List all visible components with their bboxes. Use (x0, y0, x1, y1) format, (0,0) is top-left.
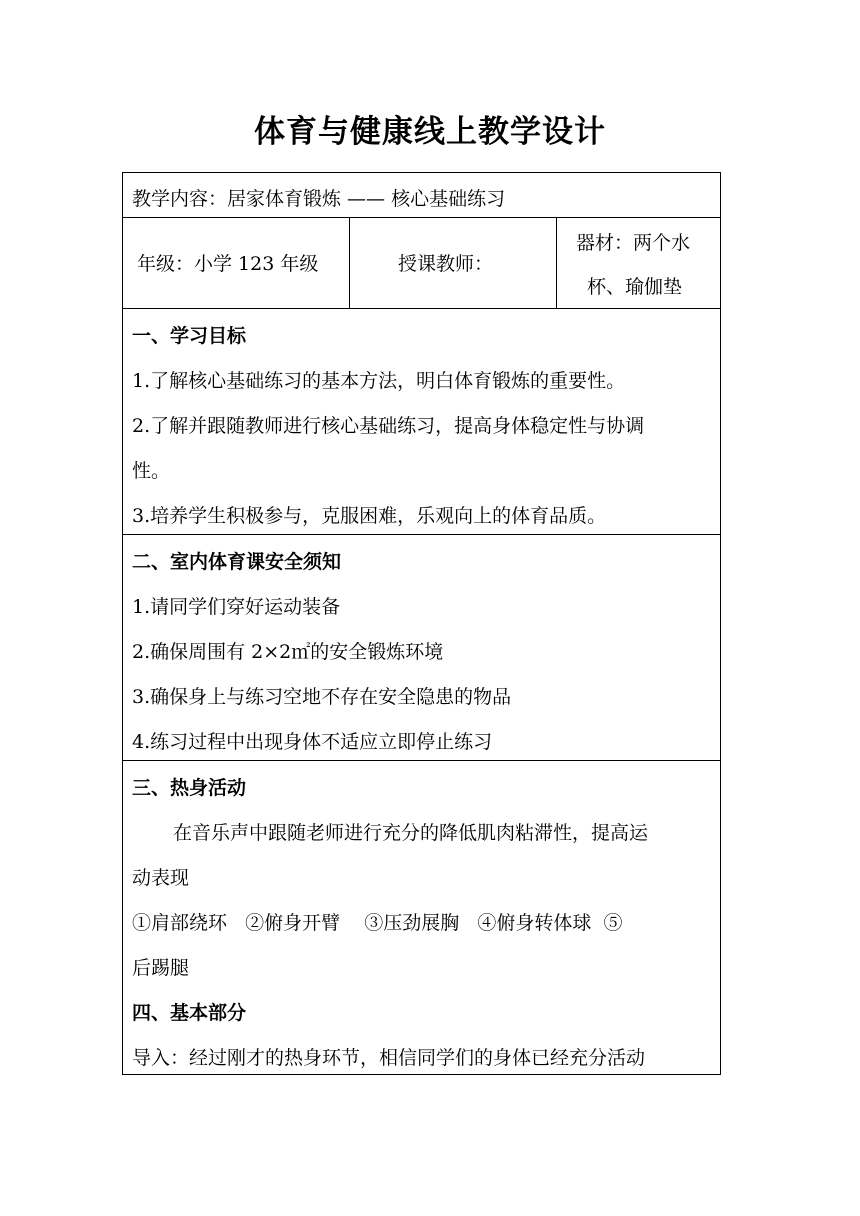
warmup-paragraph-line: 在音乐声中跟随老师进行充分的降低肌肉粘滞性，提高运 (173, 822, 649, 844)
list-item: 1.了解核心基础练习的基本方法，明白体育锻炼的重要性。 (132, 370, 626, 392)
equipment-line-2: 杯、瑜伽垫 (587, 276, 683, 298)
list-item: 1.请同学们穿好运动装备 (132, 596, 341, 618)
section-heading: 二、室内体育课安全须知 (132, 551, 342, 573)
list-item: 3.培养学生积极参与，克服困难，乐观向上的体育品质。 (132, 505, 607, 527)
warmup-paragraph-line: 动表现 (132, 867, 190, 889)
list-item: 性。 (132, 460, 171, 482)
equipment-line-1: 器材：两个水 (576, 232, 691, 254)
section-learning-goals (123, 309, 720, 535)
list-item: 4.练习过程中出现身体不适应立即停止练习 (132, 731, 493, 753)
warmup-moves-line: 后踢腿 (132, 957, 190, 979)
teaching-content: 教学内容：居家体育锻炼 —— 核心基础练习 (132, 188, 506, 210)
teacher-label: 授课教师： (398, 253, 494, 275)
content-row (123, 173, 720, 218)
warmup-moves-line: ①肩部绕环 ②俯身开臂 ③压劲展胸 ④俯身转体球 ⑤ (132, 912, 623, 934)
section-warmup-and-main (123, 761, 720, 1074)
lesson-plan-table (122, 172, 721, 1075)
section-heading: 一、学习目标 (132, 325, 247, 347)
page-title: 体育与健康线上教学设计 (254, 114, 606, 150)
equipment-cell (557, 218, 720, 308)
list-item: 3.确保身上与练习空地不存在安全隐患的物品 (132, 686, 512, 708)
section-safety-notes (123, 535, 720, 761)
list-item: 2.了解并跟随教师进行核心基础练习，提高身体稳定性与协调 (132, 415, 645, 437)
main-intro-line: 导入：经过刚才的热身环节，相信同学们的身体已经充分活动 (132, 1047, 646, 1069)
info-row (123, 218, 720, 309)
grade-cell (123, 218, 350, 308)
teacher-cell (350, 218, 557, 308)
grade-label: 年级：小学 123 年级 (137, 253, 319, 275)
list-item: 2.确保周围有 2×2㎡的安全锻炼环境 (132, 641, 444, 663)
section-heading: 四、基本部分 (132, 1002, 247, 1024)
section-heading: 三、热身活动 (132, 777, 247, 799)
